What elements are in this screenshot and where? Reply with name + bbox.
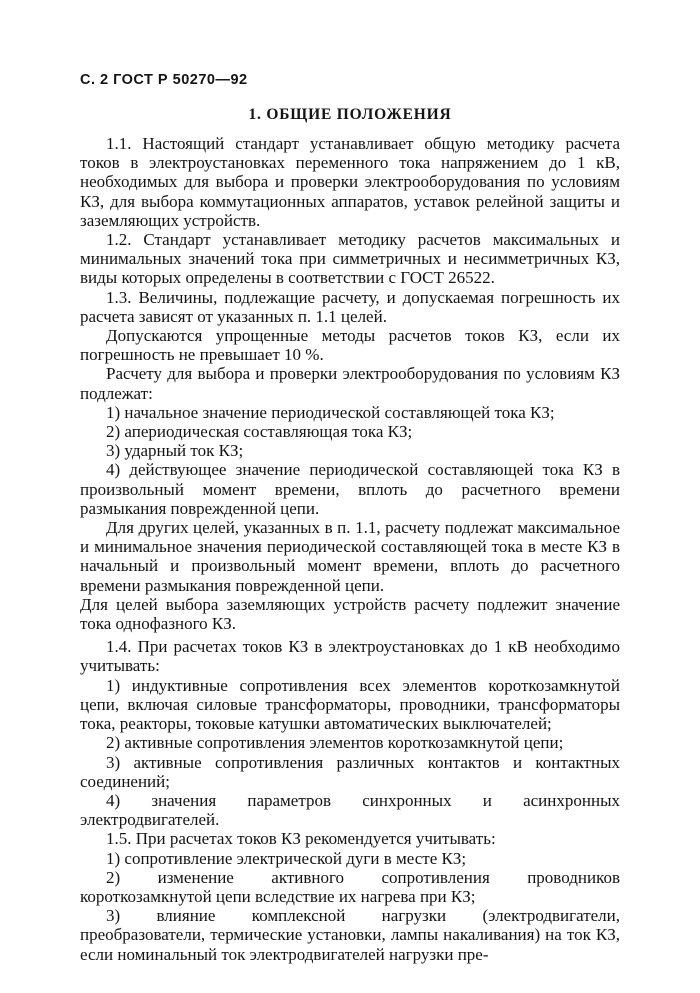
list-item-2: 2) апериодическая составляющая тока КЗ;	[106, 422, 413, 442]
running-head: С. 2 ГОСТ Р 50270—92	[80, 72, 248, 88]
list-item-1-5-3: 3) влияние комплексной нагрузки (электродвигатели, преобразователи, термические установки, лампы накаливания) на ток КЗ, если номинальный ток электродвигателей нагрузки пре-	[80, 906, 620, 964]
body-text	[80, 134, 620, 964]
list-item-3: 3) ударный ток КЗ;	[106, 441, 244, 461]
paragraph-subject-intro: Расчету для выбора и проверки электрооборудования по условиям КЗ подлежат:	[80, 364, 620, 403]
section-title: 1. ОБЩИЕ ПОЛОЖЕНИЯ	[248, 106, 452, 123]
paragraph-1-3: 1.3. Величины, подлежащие расчету, и допускаемая погрешность их расчета зависят от указанных п. 1.1 целей.	[80, 287, 620, 326]
list-item-1-4-1: 1) индуктивные сопротивления всех элементов короткозамкнутой цепи, включая силовые трансформаторы, проводники, трансформаторы тока, реакторы, токовые катушки автоматических выключателей;	[80, 675, 620, 734]
paragraph-other-goals: Для других целей, указанных в п. 1.1, расчету подлежат максимальное и минимальное значения периодической составляющей тока в месте КЗ в начальный и произвольный момент времени, вплоть до расчетного времени размыкания поврежденной цепи.	[80, 518, 620, 595]
paragraph-accuracy: Допускаются упрощенные методы расчетов токов КЗ, если их погрешность не превышает 10 %.	[80, 326, 620, 365]
list-item-4: 4) действующее значение периодической составляющей тока КЗ в произвольный момент времени, вплоть до расчетного времени размыкания поврежденной цепи.	[80, 460, 620, 518]
paragraph-grounding: Для целей выбора заземляющих устройств расчету подлежит значение тока однофазного КЗ.	[80, 594, 620, 634]
list-item-1-4-4: 4) значения параметров синхронных и асинхронных электродвигателей.	[80, 790, 620, 830]
list-item-1: 1) начальное значение периодической составляющей тока КЗ;	[106, 402, 555, 422]
paragraph-1-2: 1.2. Стандарт устанавливает методику расчетов максимальных и минимальных значений тока при симметричных и несимметричных КЗ, виды которых определены в соответствии с ГОСТ 26522.	[80, 230, 620, 288]
paragraph-1-5: 1.5. При расчетах токов КЗ рекомендуется учитывать:	[106, 829, 496, 849]
list-item-1-4-2: 2) активные сопротивления элементов короткозамкнутой цепи;	[106, 733, 564, 753]
list-item-1-5-1: 1) сопротивление электрической дуги в месте КЗ;	[106, 848, 467, 868]
list-item-1-4-3: 3) активные сопротивления различных контактов и контактных соединений;	[80, 752, 620, 791]
paragraph-1-4: 1.4. При расчетах токов КЗ в электроустановках до 1 кВ необходимо учитывать:	[80, 637, 620, 676]
list-item-1-5-2: 2) изменение активного сопротивления проводников короткозамкнутой цепи вследствие их нагрева при КЗ;	[80, 867, 620, 906]
paragraph-1-1: 1.1. Настоящий стандарт устанавливает общую методику расчета токов в электроустановках переменного тока напряжением до 1 кВ, необходимых для выбора и проверки электрооборудования по условиям КЗ, для выбора коммутационных аппаратов, уставок релейной защиты и заземляющих устройств.	[80, 134, 620, 230]
